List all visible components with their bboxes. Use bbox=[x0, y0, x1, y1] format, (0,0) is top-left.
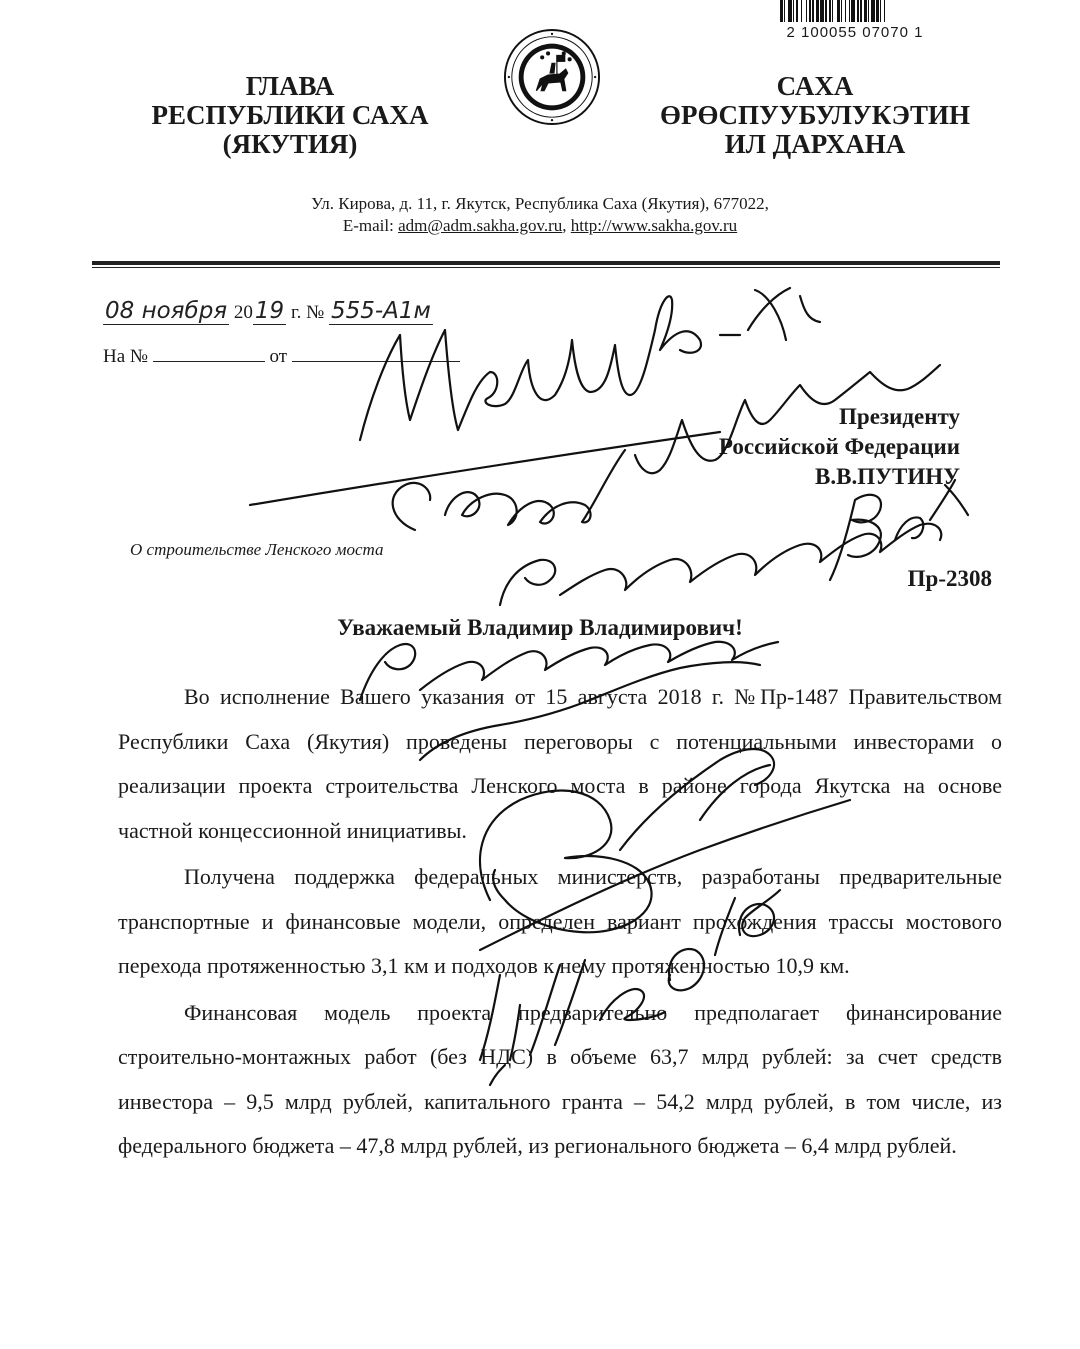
header-right-line: ИЛ ДАРХАНА bbox=[724, 129, 906, 159]
addressee-line: В.В.ПУТИНУ bbox=[815, 464, 960, 489]
year-prefix: 20 bbox=[233, 302, 253, 323]
header-left-title bbox=[150, 72, 430, 159]
letter-body bbox=[118, 675, 1002, 1169]
contact-separator: , bbox=[562, 216, 571, 235]
body-paragraph: Получена поддержка федеральных министерств, разработаны предварительные транспортные и финансовые модели, определен вариант прохождения трассы мостового перехода протяженностью 3,1 км и подходов к нему протяженностью 10,9 км. bbox=[118, 864, 1002, 978]
barcode-bar bbox=[885, 0, 889, 22]
website-link[interactable]: http://www.sakha.gov.ru bbox=[570, 216, 738, 235]
year-suffix: 19 bbox=[254, 298, 285, 324]
reference-line bbox=[103, 345, 460, 368]
addressee-line: Российской Федерации bbox=[718, 434, 960, 459]
greeting: Уважаемый Владимир Владимирович! bbox=[337, 615, 743, 640]
addressee-line: Президенту bbox=[839, 404, 960, 429]
outgoing-number: 555-А1м bbox=[330, 298, 431, 324]
header-left-line: РЕСПУБЛИКИ САХА bbox=[151, 100, 429, 130]
letter-subject: О строительстве Ленского моста bbox=[130, 540, 384, 559]
reference-no-label: На № bbox=[103, 346, 149, 367]
header-left-line: (ЯКУТИЯ) bbox=[222, 129, 358, 159]
header-right-line: ӨРӨСПУУБУЛУКЭТИН bbox=[660, 100, 970, 130]
body-paragraph: Финансовая модель проекта предварительно предполагает финансирование строительно-монтажных работ (без НДС) в объеме 63,7 млрд рублей: за счет средств инвестора – 9,5 млрд рублей, капитального гранта – 54,2 млрд рублей, в том числе, из федерального бюджета – 47,8 млрд рублей, из регионального бюджета – 6,4 млрд рублей. bbox=[118, 999, 1002, 1158]
outgoing-date: 08 ноября bbox=[105, 298, 228, 324]
email-prefix: E-mail: bbox=[342, 216, 399, 235]
header-right-title bbox=[655, 72, 975, 159]
header-right-line: САХА bbox=[776, 71, 854, 101]
body-paragraph: Во исполнение Вашего указания от 15 августа 2018 г. №Пр-1487 Правительством Республики Саха (Якутия) проведены переговоры с потенциальными инвесторами о реализации проекта строительства Ленского моста в районе города Якутска на основе частной концессионной инициативы. bbox=[118, 684, 1002, 843]
republic-emblem-icon bbox=[503, 28, 601, 126]
reference-from-blank bbox=[292, 345, 460, 362]
email-link[interactable]: adm@adm.sakha.gov.ru bbox=[398, 216, 563, 235]
header-left-line: ГЛАВА bbox=[245, 71, 335, 101]
reference-from-label: от bbox=[269, 346, 288, 367]
document-code: Пр-2308 bbox=[907, 566, 992, 591]
header-divider-thick bbox=[92, 261, 1000, 265]
address-line: Ул. Кирова, д. 11, г. Якутск, Республика Саха (Якутия), 677022, bbox=[311, 194, 769, 213]
contacts-line bbox=[120, 215, 960, 237]
barcode bbox=[780, 0, 940, 41]
barcode-number: 2 100055 07070 1 bbox=[786, 24, 924, 41]
barcode-bars bbox=[780, 0, 940, 22]
addressee-block bbox=[640, 402, 960, 492]
header-divider-thin bbox=[92, 267, 1000, 268]
address-block bbox=[120, 193, 960, 237]
outgoing-number-line bbox=[103, 298, 433, 324]
year-label: г. № bbox=[286, 302, 325, 323]
reference-no-blank bbox=[153, 345, 265, 362]
